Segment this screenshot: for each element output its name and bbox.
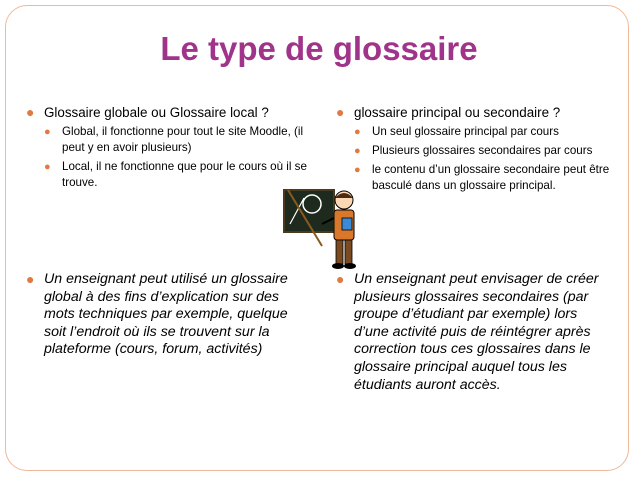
right-bottom-block [334,271,614,394]
right-top-item [352,143,624,159]
right-top-item-text: Un seul glossaire principal par cours [372,125,559,138]
bullet-icon: ● [44,126,51,138]
left-top-item [42,159,314,191]
left-top-item-text: Global, il fonctionne pour tout le site Moodle, (il peut y en avoir plusieurs) [62,125,304,154]
bullet-icon: ● [26,271,35,287]
left-bottom-paragraph [24,271,309,359]
bullet-icon: ● [354,126,361,138]
right-top-item-text: Plusieurs glossaires secondaires par cours [372,144,593,157]
bullet-icon: ● [44,161,51,173]
bullet-icon: ● [354,145,361,157]
left-top-heading-text: Glossaire globale ou Glossaire local ? [44,105,269,120]
right-top-heading [334,104,624,121]
bullet-icon: ● [354,164,361,176]
left-top-item [42,124,314,156]
bullet-icon: ● [336,271,345,287]
right-top-item [352,162,624,194]
right-top-item [352,124,624,140]
bullet-icon: ● [336,104,345,120]
left-bottom-block [24,271,309,359]
slide-title: Le type de glossaire [160,30,478,67]
right-top-item-text: le contenu d’un glossaire secondaire peut être basculé dans un glossaire principal. [372,163,610,192]
right-top-heading-text: glossaire principal ou secondaire ? [354,105,561,120]
left-bottom-text: Un enseignant peut utilisé un glossaire global à des fins d’explication sur des mots techniques par exemple, quelque soit l’endroit où ils se trouvent sur la plateforme (cours, forum, activités) [44,271,288,358]
right-top-block [334,104,624,194]
teacher-at-blackboard-icon [282,184,366,274]
right-bottom-paragraph [334,271,614,394]
right-bottom-text: Un enseignant peut envisager de créer plusieurs glossaires secondaires (par groupe d’étudiant par exemple) lors d’une activité puis de réintégrer après correction tous ces glossaires dans le glossaire principal auquel tous les étudiants auront accès. [354,271,599,393]
bullet-icon: ● [26,104,35,120]
left-top-item-text: Local, il ne fonctionne que pour le cours où il se trouve. [62,160,307,189]
left-top-heading [24,104,314,121]
left-top-block [24,104,314,191]
